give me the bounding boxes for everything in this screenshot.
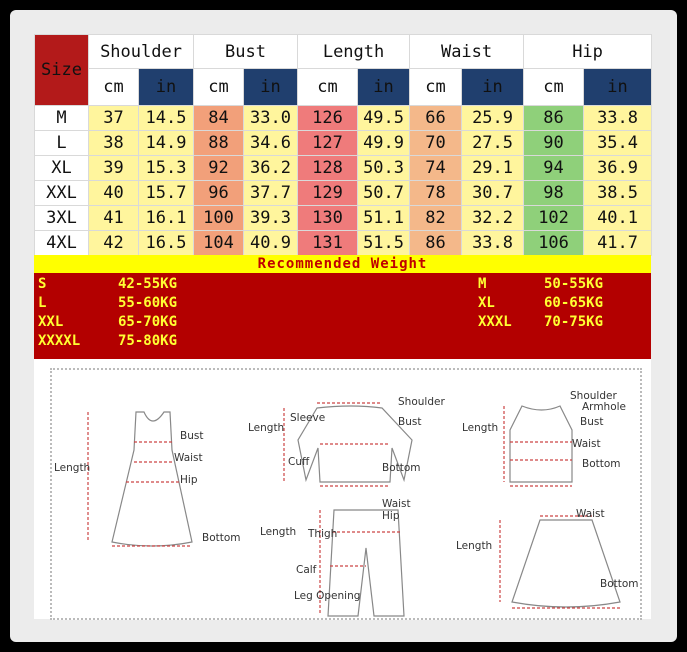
measurement-cell: 40.1	[584, 206, 652, 231]
size-row	[35, 206, 652, 231]
measurement-cell: 39	[89, 156, 139, 181]
unit-cm: cm	[410, 69, 462, 106]
unit-in: in	[244, 69, 298, 106]
measurement-cell: 14.5	[139, 106, 194, 131]
unit-in: in	[462, 69, 524, 106]
rec-size: L	[38, 295, 47, 311]
measurement-cell: 34.6	[244, 131, 298, 156]
rec-size: XXXXL	[38, 333, 81, 349]
measurement-cell: 32.2	[462, 206, 524, 231]
measurement-cell: 38.5	[584, 181, 652, 206]
rec-weight: 75-80KG	[118, 333, 178, 349]
rec-size: XXXL	[478, 314, 512, 330]
recommended-weight-title: Recommended Weight	[34, 255, 651, 273]
rec-size: S	[38, 276, 47, 292]
measurement-cell: 131	[298, 231, 358, 256]
rec-weight: 60-65KG	[544, 295, 604, 311]
measurement-cell: 88	[194, 131, 244, 156]
skirt-sketch	[500, 516, 620, 608]
unit-in: in	[358, 69, 410, 106]
vest-waist-label: Waist	[572, 438, 601, 450]
size-chart-sheet	[34, 34, 651, 619]
rec-size: XL	[478, 295, 495, 311]
dress-sketch	[88, 412, 192, 546]
skirt-waist-label: Waist	[576, 508, 605, 520]
measurement-cell: 36.9	[584, 156, 652, 181]
pants-leg-opening-label: Leg Opening	[294, 590, 361, 602]
measurement-cell: 38	[89, 131, 139, 156]
measurement-cell: 15.3	[139, 156, 194, 181]
col-length: Length	[298, 35, 410, 69]
measurement-cell: 96	[194, 181, 244, 206]
measurement-cell: 33.8	[462, 231, 524, 256]
measurement-cell: 25.9	[462, 106, 524, 131]
unit-cm: cm	[298, 69, 358, 106]
measurement-cell: 42	[89, 231, 139, 256]
measurement-cell: 94	[524, 156, 584, 181]
dress-bottom-label: Bottom	[202, 532, 241, 544]
measurement-cell: 126	[298, 106, 358, 131]
vest-armhole-label: Armhole	[582, 401, 626, 413]
skirt-length-label: Length	[456, 540, 493, 552]
skirt-bottom-label: Bottom	[600, 578, 639, 590]
pants-calf-label: Calf	[296, 564, 317, 576]
size-table	[34, 34, 652, 256]
top-bottom-label: Bottom	[382, 462, 421, 474]
measurement-cell: 100	[194, 206, 244, 231]
measurement-cell: 98	[524, 181, 584, 206]
measurement-diagram	[50, 368, 642, 620]
pants-thigh-label: Thigh	[308, 528, 338, 540]
top-bust-label: Bust	[398, 416, 422, 428]
measurement-cell: 37.7	[244, 181, 298, 206]
measurement-cell: 84	[194, 106, 244, 131]
dress-bust-label: Bust	[180, 430, 204, 442]
measurement-cell: 30.7	[462, 181, 524, 206]
unit-in: in	[584, 69, 652, 106]
measurement-cell: 49.5	[358, 106, 410, 131]
size-cell: M	[35, 106, 89, 131]
measurement-cell: 104	[194, 231, 244, 256]
measurement-cell: 39.3	[244, 206, 298, 231]
measurement-cell: 14.9	[139, 131, 194, 156]
header-row	[35, 35, 652, 69]
measurement-cell: 49.9	[358, 131, 410, 156]
top-shoulder-label: Shoulder	[398, 396, 445, 408]
measurement-cell: 127	[298, 131, 358, 156]
size-cell: XXL	[35, 181, 89, 206]
col-bust: Bust	[194, 35, 298, 69]
top-cuff-label: Cuff	[288, 456, 310, 468]
rec-weight: 70-75KG	[544, 314, 604, 330]
size-header: Size	[35, 35, 89, 106]
col-shoulder: Shoulder	[89, 35, 194, 69]
measurement-cell: 50.3	[358, 156, 410, 181]
vest-length-label: Length	[462, 422, 499, 434]
measurement-cell: 106	[524, 231, 584, 256]
measurement-cell: 35.4	[584, 131, 652, 156]
measurement-cell: 66	[410, 106, 462, 131]
vest-bust-label: Bust	[580, 416, 604, 428]
recommended-weight-panel	[34, 273, 651, 359]
rec-weight: 55-60KG	[118, 295, 178, 311]
size-row	[35, 181, 652, 206]
unit-cm: cm	[194, 69, 244, 106]
measurement-cell: 15.7	[139, 181, 194, 206]
measurement-cell: 70	[410, 131, 462, 156]
dress-hip-label: Hip	[180, 474, 198, 486]
top-length-label: Length	[248, 422, 285, 434]
measurement-cell: 33.0	[244, 106, 298, 131]
rec-size: M	[478, 276, 487, 292]
measurement-cell: 40.9	[244, 231, 298, 256]
top-sleeve-label: Sleeve	[290, 412, 326, 424]
pants-length-label: Length	[260, 526, 297, 538]
unit-cm: cm	[524, 69, 584, 106]
pants-hip-label: Hip	[382, 510, 400, 522]
measurement-cell: 102	[524, 206, 584, 231]
measurement-cell: 130	[298, 206, 358, 231]
vest-bottom-label: Bottom	[582, 458, 621, 470]
rec-size: XXL	[38, 314, 64, 330]
measurement-cell: 41	[89, 206, 139, 231]
measurement-cell: 50.7	[358, 181, 410, 206]
dress-waist-label: Waist	[174, 452, 203, 464]
measurement-cell: 51.1	[358, 206, 410, 231]
measurement-cell: 128	[298, 156, 358, 181]
measurement-cell: 29.1	[462, 156, 524, 181]
measurement-cell: 40	[89, 181, 139, 206]
vest-sketch	[504, 406, 572, 486]
measurement-cell: 51.5	[358, 231, 410, 256]
size-row	[35, 106, 652, 131]
measurement-cell: 90	[524, 131, 584, 156]
size-cell: L	[35, 131, 89, 156]
rec-weight: 65-70KG	[118, 314, 178, 330]
pants-waist-label: Waist	[382, 498, 411, 510]
dress-length-label: Length	[54, 462, 91, 474]
measurement-cell: 86	[524, 106, 584, 131]
size-rows	[35, 106, 652, 256]
vest-shoulder-label: Shoulder	[570, 390, 617, 402]
size-row	[35, 156, 652, 181]
measurement-cell: 74	[410, 156, 462, 181]
measurement-cell: 82	[410, 206, 462, 231]
garment-sketches	[52, 370, 640, 618]
rec-weight: 42-55KG	[118, 276, 178, 292]
measurement-cell: 37	[89, 106, 139, 131]
size-cell: 3XL	[35, 206, 89, 231]
unit-row	[35, 69, 652, 106]
measurement-cell: 16.5	[139, 231, 194, 256]
size-row	[35, 131, 652, 156]
measurement-cell: 78	[410, 181, 462, 206]
size-row	[35, 231, 652, 256]
col-waist: Waist	[410, 35, 524, 69]
size-cell: 4XL	[35, 231, 89, 256]
measurement-cell: 86	[410, 231, 462, 256]
measurement-cell: 41.7	[584, 231, 652, 256]
measurement-cell: 33.8	[584, 106, 652, 131]
measurement-cell: 36.2	[244, 156, 298, 181]
unit-cm: cm	[89, 69, 139, 106]
measurement-cell: 92	[194, 156, 244, 181]
col-hip: Hip	[524, 35, 652, 69]
size-cell: XL	[35, 156, 89, 181]
measurement-cell: 16.1	[139, 206, 194, 231]
unit-in: in	[139, 69, 194, 106]
measurement-cell: 129	[298, 181, 358, 206]
rec-weight: 50-55KG	[544, 276, 604, 292]
measurement-cell: 27.5	[462, 131, 524, 156]
